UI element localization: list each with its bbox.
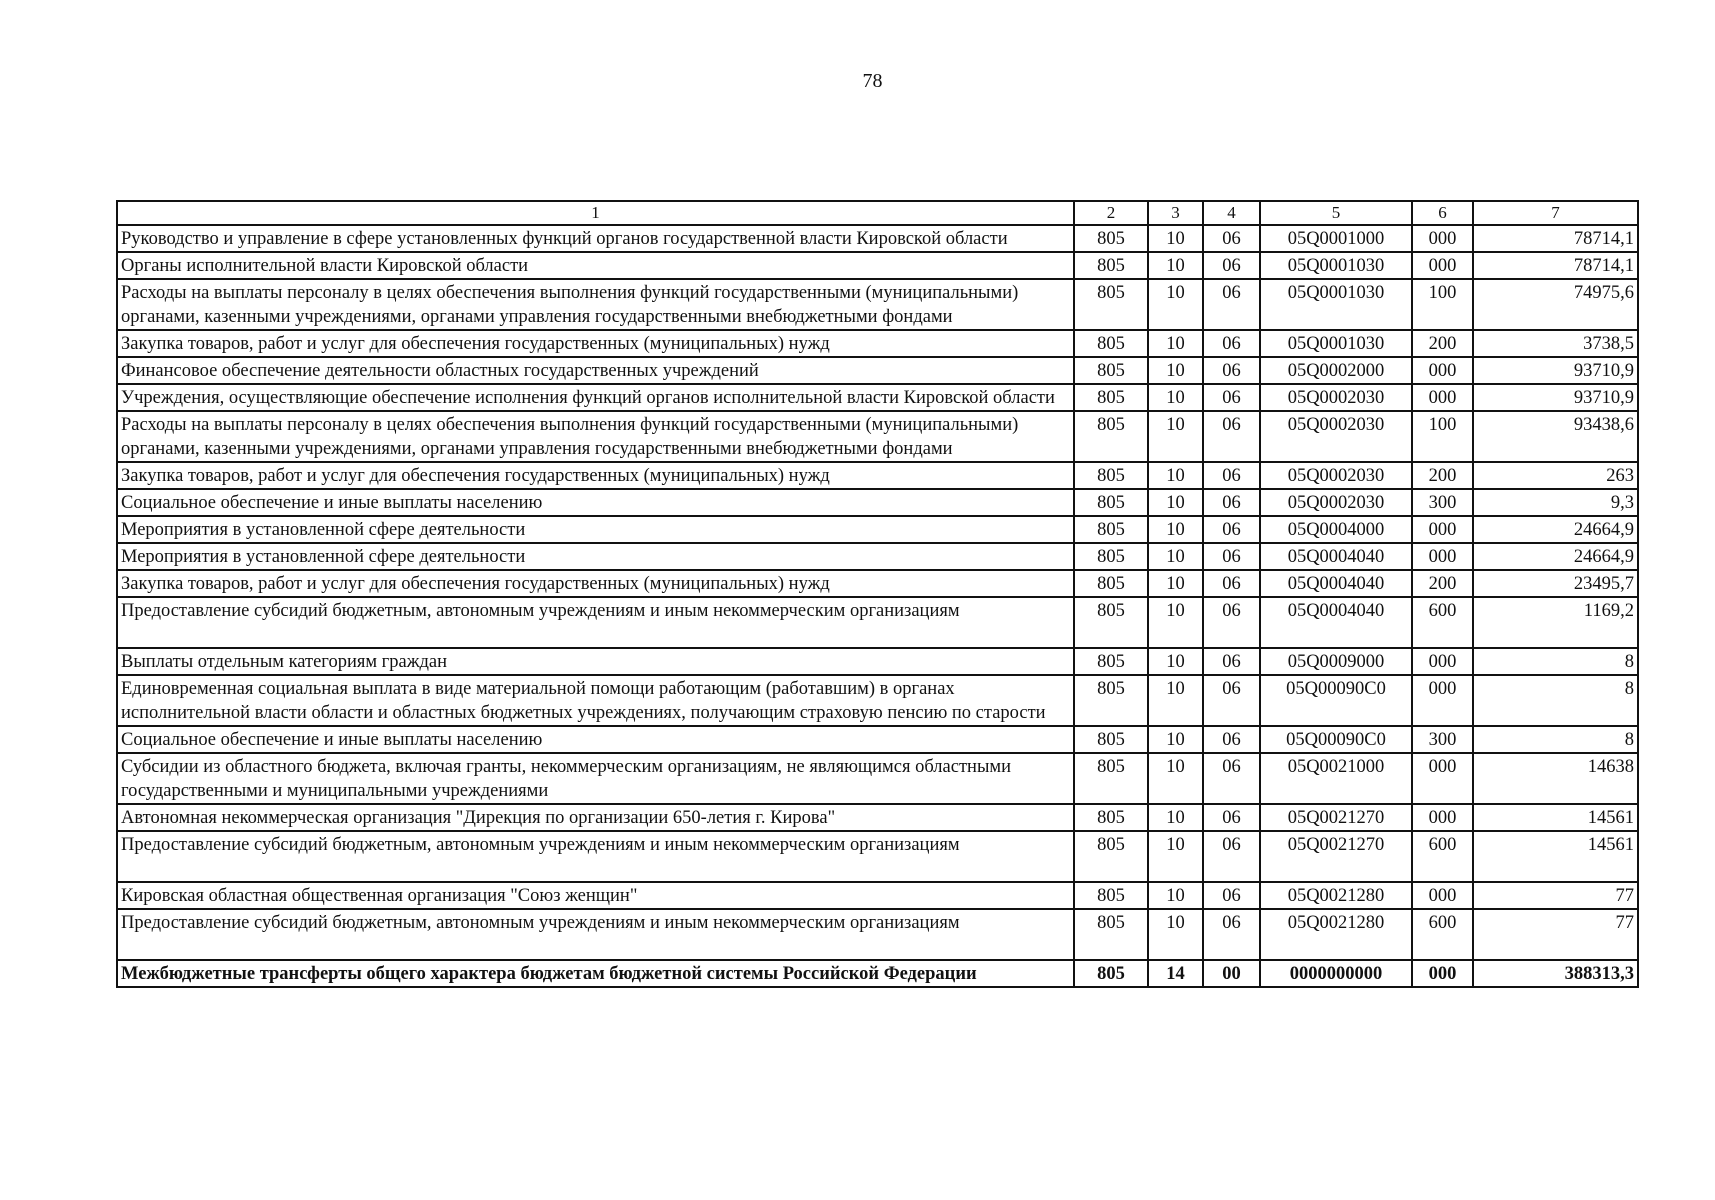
code-4-cell: 06 xyxy=(1203,357,1260,384)
code-2-cell: 805 xyxy=(1074,831,1148,882)
amount-cell: 8 xyxy=(1473,675,1638,726)
amount-cell: 263 xyxy=(1473,462,1638,489)
code-4-cell: 06 xyxy=(1203,804,1260,831)
code-6-cell: 000 xyxy=(1412,357,1473,384)
code-3-cell: 10 xyxy=(1148,753,1203,804)
code-3-cell: 10 xyxy=(1148,597,1203,648)
code-5-cell: 05Q0002030 xyxy=(1260,489,1412,516)
code-5-cell: 05Q0004000 xyxy=(1260,516,1412,543)
code-6-cell: 600 xyxy=(1412,597,1473,648)
table-row xyxy=(117,225,1638,252)
row-name-cell: Социальное обеспечение и иные выплаты населению xyxy=(117,726,1074,753)
amount-cell: 14638 xyxy=(1473,753,1638,804)
code-6-cell: 000 xyxy=(1412,516,1473,543)
amount-cell: 3738,5 xyxy=(1473,330,1638,357)
column-header: 3 xyxy=(1148,201,1203,225)
code-3-cell: 10 xyxy=(1148,462,1203,489)
code-4-cell: 06 xyxy=(1203,726,1260,753)
table-row xyxy=(117,675,1638,726)
code-3-cell: 10 xyxy=(1148,516,1203,543)
code-6-cell: 200 xyxy=(1412,462,1473,489)
row-name-cell: Закупка товаров, работ и услуг для обеспечения государственных (муниципальных) нужд xyxy=(117,330,1074,357)
code-6-cell: 300 xyxy=(1412,489,1473,516)
code-3-cell: 10 xyxy=(1148,648,1203,675)
row-name-cell: Расходы на выплаты персоналу в целях обеспечения выполнения функций государственными (муниципальными) органами, казенными учреждениями, органами управления государственными внебюджетными фондами xyxy=(117,279,1074,330)
code-2-cell: 805 xyxy=(1074,543,1148,570)
row-name-cell: Предоставление субсидий бюджетным, автономным учреждениям и иным некоммерческим организациям xyxy=(117,909,1074,960)
code-5-cell: 05Q00090C0 xyxy=(1260,726,1412,753)
row-name-cell: Руководство и управление в сфере установленных функций органов государственной власти Кировской области xyxy=(117,225,1074,252)
code-6-cell: 200 xyxy=(1412,570,1473,597)
table-body xyxy=(117,225,1638,987)
table-row xyxy=(117,882,1638,909)
row-name-cell: Предоставление субсидий бюджетным, автономным учреждениям и иным некоммерческим организациям xyxy=(117,831,1074,882)
table-header-row xyxy=(117,201,1638,225)
code-6-cell: 300 xyxy=(1412,726,1473,753)
code-2-cell: 805 xyxy=(1074,882,1148,909)
table-row xyxy=(117,909,1638,960)
code-3-cell: 10 xyxy=(1148,330,1203,357)
code-5-cell: 05Q0002030 xyxy=(1260,411,1412,462)
code-2-cell: 805 xyxy=(1074,726,1148,753)
amount-cell: 74975,6 xyxy=(1473,279,1638,330)
code-2-cell: 805 xyxy=(1074,570,1148,597)
table-row xyxy=(117,597,1638,648)
amount-cell: 8 xyxy=(1473,648,1638,675)
row-name-cell: Кировская областная общественная организация "Союз женщин" xyxy=(117,882,1074,909)
code-5-cell: 05Q0021000 xyxy=(1260,753,1412,804)
amount-cell: 388313,3 xyxy=(1473,960,1638,987)
code-5-cell: 05Q0001030 xyxy=(1260,330,1412,357)
code-4-cell: 06 xyxy=(1203,570,1260,597)
code-4-cell: 06 xyxy=(1203,648,1260,675)
amount-cell: 14561 xyxy=(1473,831,1638,882)
code-6-cell: 600 xyxy=(1412,909,1473,960)
code-4-cell: 06 xyxy=(1203,330,1260,357)
code-2-cell: 805 xyxy=(1074,909,1148,960)
code-4-cell: 06 xyxy=(1203,489,1260,516)
amount-cell: 1169,2 xyxy=(1473,597,1638,648)
row-name-cell: Социальное обеспечение и иные выплаты населению xyxy=(117,489,1074,516)
amount-cell: 77 xyxy=(1473,882,1638,909)
code-3-cell: 14 xyxy=(1148,960,1203,987)
amount-cell: 9,3 xyxy=(1473,489,1638,516)
code-5-cell: 05Q0001030 xyxy=(1260,252,1412,279)
row-name-cell: Выплаты отдельным категориям граждан xyxy=(117,648,1074,675)
code-5-cell: 05Q0009000 xyxy=(1260,648,1412,675)
table-row xyxy=(117,570,1638,597)
code-6-cell: 600 xyxy=(1412,831,1473,882)
code-2-cell: 805 xyxy=(1074,330,1148,357)
code-6-cell: 000 xyxy=(1412,882,1473,909)
code-4-cell: 06 xyxy=(1203,411,1260,462)
code-3-cell: 10 xyxy=(1148,489,1203,516)
code-2-cell: 805 xyxy=(1074,675,1148,726)
code-2-cell: 805 xyxy=(1074,489,1148,516)
column-header: 6 xyxy=(1412,201,1473,225)
code-4-cell: 06 xyxy=(1203,543,1260,570)
code-4-cell: 06 xyxy=(1203,384,1260,411)
table-row xyxy=(117,357,1638,384)
code-4-cell: 06 xyxy=(1203,882,1260,909)
table-row xyxy=(117,831,1638,882)
amount-cell: 24664,9 xyxy=(1473,543,1638,570)
row-name-cell: Финансовое обеспечение деятельности областных государственных учреждений xyxy=(117,357,1074,384)
code-4-cell: 06 xyxy=(1203,462,1260,489)
code-6-cell: 000 xyxy=(1412,753,1473,804)
code-2-cell: 805 xyxy=(1074,804,1148,831)
code-5-cell: 05Q0021280 xyxy=(1260,882,1412,909)
row-name-cell: Учреждения, осуществляющие обеспечение исполнения функций органов исполнительной власти Кировской области xyxy=(117,384,1074,411)
code-2-cell: 805 xyxy=(1074,225,1148,252)
code-3-cell: 10 xyxy=(1148,726,1203,753)
amount-cell: 78714,1 xyxy=(1473,252,1638,279)
code-4-cell: 06 xyxy=(1203,831,1260,882)
row-name-cell: Автономная некоммерческая организация "Дирекция по организации 650-летия г. Кирова" xyxy=(117,804,1074,831)
code-3-cell: 10 xyxy=(1148,384,1203,411)
code-4-cell: 06 xyxy=(1203,279,1260,330)
code-5-cell: 05Q0001030 xyxy=(1260,279,1412,330)
code-4-cell: 06 xyxy=(1203,753,1260,804)
code-5-cell: 05Q0002030 xyxy=(1260,462,1412,489)
code-3-cell: 10 xyxy=(1148,225,1203,252)
code-6-cell: 000 xyxy=(1412,384,1473,411)
column-header: 5 xyxy=(1260,201,1412,225)
table-row xyxy=(117,489,1638,516)
code-3-cell: 10 xyxy=(1148,543,1203,570)
amount-cell: 8 xyxy=(1473,726,1638,753)
code-6-cell: 000 xyxy=(1412,675,1473,726)
table-row xyxy=(117,960,1638,987)
column-header: 1 xyxy=(117,201,1074,225)
code-2-cell: 805 xyxy=(1074,252,1148,279)
code-5-cell: 05Q00090C0 xyxy=(1260,675,1412,726)
code-2-cell: 805 xyxy=(1074,597,1148,648)
code-5-cell: 05Q0021270 xyxy=(1260,804,1412,831)
code-2-cell: 805 xyxy=(1074,960,1148,987)
code-2-cell: 805 xyxy=(1074,411,1148,462)
code-4-cell: 06 xyxy=(1203,252,1260,279)
code-3-cell: 10 xyxy=(1148,804,1203,831)
amount-cell: 77 xyxy=(1473,909,1638,960)
code-3-cell: 10 xyxy=(1148,252,1203,279)
amount-cell: 24664,9 xyxy=(1473,516,1638,543)
code-2-cell: 805 xyxy=(1074,753,1148,804)
code-5-cell: 05Q0004040 xyxy=(1260,570,1412,597)
code-5-cell: 05Q0002030 xyxy=(1260,384,1412,411)
page-number: 78 xyxy=(862,70,883,92)
code-6-cell: 000 xyxy=(1412,804,1473,831)
table-row xyxy=(117,330,1638,357)
amount-cell: 14561 xyxy=(1473,804,1638,831)
amount-cell: 93438,6 xyxy=(1473,411,1638,462)
row-name-cell: Мероприятия в установленной сфере деятельности xyxy=(117,543,1074,570)
code-6-cell: 200 xyxy=(1412,330,1473,357)
code-3-cell: 10 xyxy=(1148,675,1203,726)
code-5-cell: 0000000000 xyxy=(1260,960,1412,987)
table-row xyxy=(117,516,1638,543)
code-3-cell: 10 xyxy=(1148,909,1203,960)
code-5-cell: 05Q0002000 xyxy=(1260,357,1412,384)
code-5-cell: 05Q0021280 xyxy=(1260,909,1412,960)
code-5-cell: 05Q0004040 xyxy=(1260,543,1412,570)
code-4-cell: 00 xyxy=(1203,960,1260,987)
code-3-cell: 10 xyxy=(1148,357,1203,384)
amount-cell: 23495,7 xyxy=(1473,570,1638,597)
code-6-cell: 000 xyxy=(1412,252,1473,279)
code-6-cell: 000 xyxy=(1412,225,1473,252)
row-name-cell: Единовременная социальная выплата в виде материальной помощи работающим (работавшим) в органах исполнительной власти области и областных бюджетных учреждениях, получающим страховую пенсию по старости xyxy=(117,675,1074,726)
table-row xyxy=(117,411,1638,462)
code-5-cell: 05Q0021270 xyxy=(1260,831,1412,882)
table-row xyxy=(117,252,1638,279)
table-row xyxy=(117,726,1638,753)
code-6-cell: 000 xyxy=(1412,543,1473,570)
row-name-cell: Субсидии из областного бюджета, включая гранты, некоммерческим организациям, не являющимся областными государственными и муниципальными учреждениями xyxy=(117,753,1074,804)
column-header: 2 xyxy=(1074,201,1148,225)
table-row xyxy=(117,753,1638,804)
table-row xyxy=(117,462,1638,489)
column-header: 4 xyxy=(1203,201,1260,225)
code-3-cell: 10 xyxy=(1148,882,1203,909)
amount-cell: 78714,1 xyxy=(1473,225,1638,252)
code-5-cell: 05Q0001000 xyxy=(1260,225,1412,252)
table-row xyxy=(117,384,1638,411)
row-name-cell: Органы исполнительной власти Кировской области xyxy=(117,252,1074,279)
code-2-cell: 805 xyxy=(1074,462,1148,489)
code-3-cell: 10 xyxy=(1148,411,1203,462)
code-2-cell: 805 xyxy=(1074,357,1148,384)
code-6-cell: 000 xyxy=(1412,960,1473,987)
code-2-cell: 805 xyxy=(1074,279,1148,330)
row-name-cell: Межбюджетные трансферты общего характера бюджетам бюджетной системы Российской Федерации xyxy=(117,960,1074,987)
code-4-cell: 06 xyxy=(1203,516,1260,543)
code-6-cell: 000 xyxy=(1412,648,1473,675)
code-4-cell: 06 xyxy=(1203,225,1260,252)
code-5-cell: 05Q0004040 xyxy=(1260,597,1412,648)
code-4-cell: 06 xyxy=(1203,597,1260,648)
code-4-cell: 06 xyxy=(1203,909,1260,960)
code-2-cell: 805 xyxy=(1074,384,1148,411)
row-name-cell: Расходы на выплаты персоналу в целях обеспечения выполнения функций государственными (муниципальными) органами, казенными учреждениями, органами управления государственными внебюджетными фондами xyxy=(117,411,1074,462)
code-3-cell: 10 xyxy=(1148,279,1203,330)
table-row xyxy=(117,804,1638,831)
row-name-cell: Мероприятия в установленной сфере деятельности xyxy=(117,516,1074,543)
row-name-cell: Предоставление субсидий бюджетным, автономным учреждениям и иным некоммерческим организациям xyxy=(117,597,1074,648)
amount-cell: 93710,9 xyxy=(1473,357,1638,384)
budget-table xyxy=(116,200,1639,988)
code-6-cell: 100 xyxy=(1412,279,1473,330)
table-row xyxy=(117,279,1638,330)
code-3-cell: 10 xyxy=(1148,831,1203,882)
table-row xyxy=(117,543,1638,570)
amount-cell: 93710,9 xyxy=(1473,384,1638,411)
code-6-cell: 100 xyxy=(1412,411,1473,462)
row-name-cell: Закупка товаров, работ и услуг для обеспечения государственных (муниципальных) нужд xyxy=(117,462,1074,489)
row-name-cell: Закупка товаров, работ и услуг для обеспечения государственных (муниципальных) нужд xyxy=(117,570,1074,597)
code-2-cell: 805 xyxy=(1074,648,1148,675)
column-header: 7 xyxy=(1473,201,1638,225)
table-row xyxy=(117,648,1638,675)
code-2-cell: 805 xyxy=(1074,516,1148,543)
code-3-cell: 10 xyxy=(1148,570,1203,597)
code-4-cell: 06 xyxy=(1203,675,1260,726)
